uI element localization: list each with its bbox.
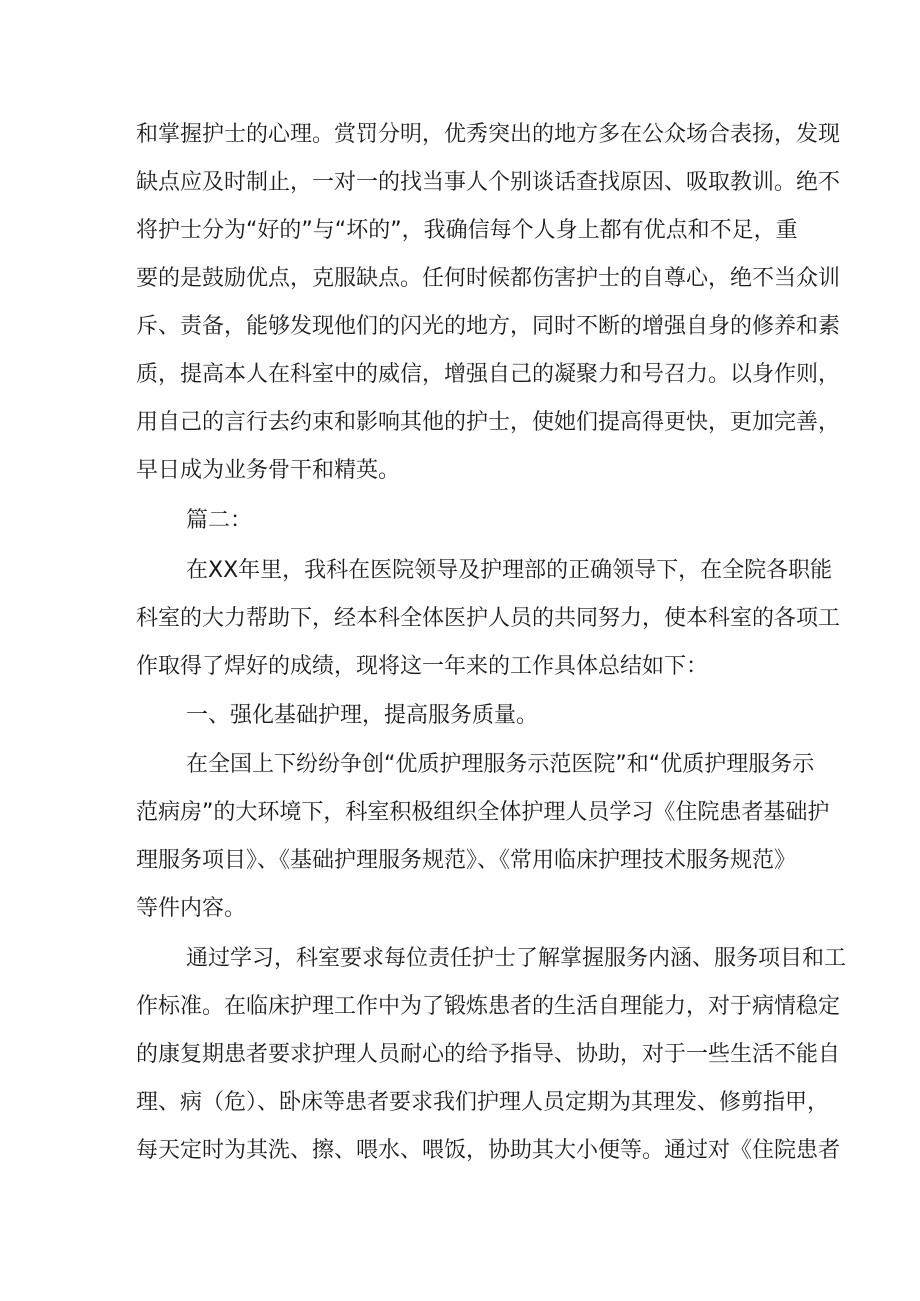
text-line: 斥、责备，能够发现他们的闪光的地方，同时不断的增强自身的修养和素 (136, 314, 841, 339)
section-heading: 篇二： (186, 508, 253, 533)
text-line: 和掌握护士的心理。赏罚分明，优秀突出的地方多在公众场合表扬，发现 (136, 122, 841, 147)
text-line: 每天定时为其洗、擦、喂水、喂饭，协助其大小便等。通过对《住院患者 (136, 1138, 841, 1163)
subsection-heading: 一、强化基础护理，提高服务质量。 (186, 703, 539, 728)
text-line: 理、病（危）、卧床等患者要求我们护理人员定期为其理发、修剪指甲， (136, 1090, 830, 1115)
text-line: 在XX年里，我科在医院领导及护理部的正确领导下，在全院各职能 (186, 558, 833, 583)
text-line: 缺点应及时制止，一对一的找当事人个别谈话查找原因、吸取教训。绝不 (136, 170, 841, 195)
text-line: 作取得了焊好的成绩，现将这一年来的工作具体总结如下： (136, 654, 709, 679)
text-line: 作标准。在临床护理工作中为了锻炼患者的生活自理能力，对于病情稳定 (136, 994, 841, 1019)
text-line: 用自己的言行去约束和影响其他的护士，使她们提高得更快，更加完善， (136, 410, 841, 435)
text-line: 要的是鼓励优点，克服缺点。任何时候都伤害护士的自尊心，绝不当众训 (136, 266, 841, 291)
text-line: 的康复期患者要求护理人员耐心的给予指导、协助，对于一些生活不能自 (136, 1042, 841, 1067)
text-line: 理服务项目》、《基础护理服务规范》、《常用临床护理技术服务规范》 (136, 848, 797, 873)
text-line: 等件内容。 (136, 896, 247, 921)
text-line: 在全国上下纷纷争创“优质护理服务示范医院”和“优质护理服务示 (186, 752, 815, 777)
text-line: 范病房”的大环境下，科室积极组织全体护理人员学习《住院患者基础护 (136, 800, 830, 825)
text-line: 通过学习，科室要求每位责任护士了解掌握服务内涵、服务项目和工 (186, 946, 847, 971)
text-line: 早日成为业务骨干和精英。 (136, 458, 401, 483)
text-line: 将护士分为“好的”与“坏的”，我确信每个人身上都有优点和不足，重 (136, 218, 798, 243)
text-line: 质，提高本人在科室中的威信，增强自己的凝聚力和号召力。以身作则， (136, 362, 841, 387)
text-line: 科室的大力帮助下，经本科全体医护人员的共同努力，使本科室的各项工 (136, 606, 841, 631)
